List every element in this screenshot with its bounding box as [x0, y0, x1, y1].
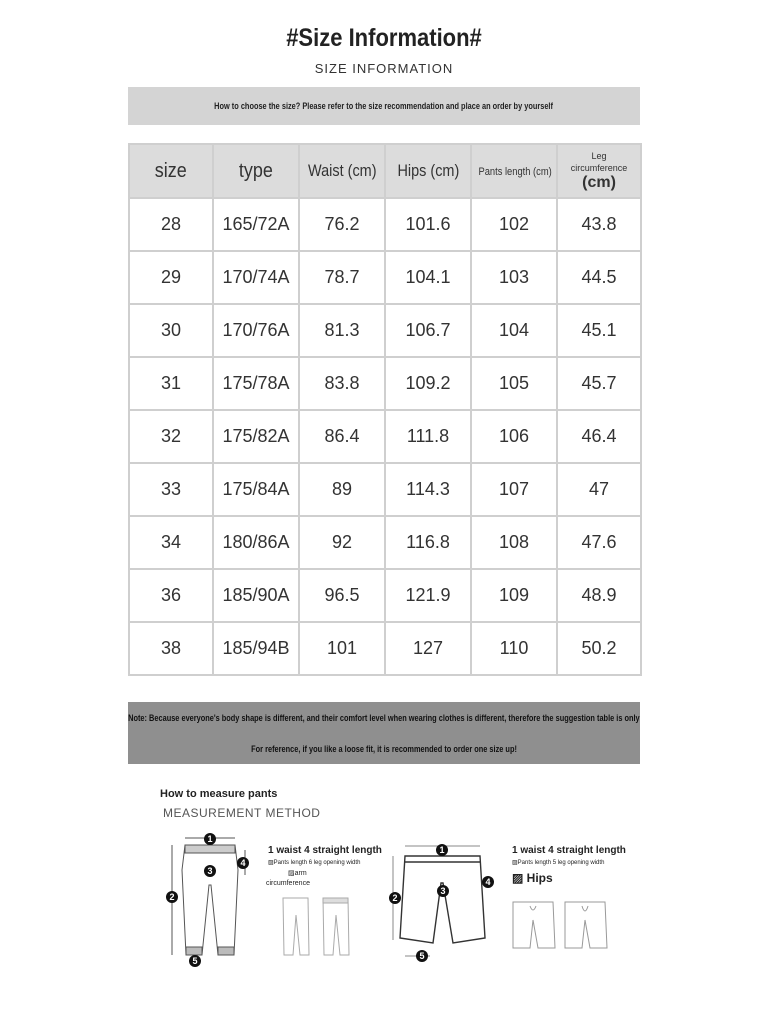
pants-thumbnails [278, 895, 358, 960]
cell-size: 30 [129, 304, 213, 357]
cell-leg-circumference: 45.1 [557, 304, 641, 357]
marker-5-label: 5 [192, 956, 198, 966]
cell-pants-length: 109 [471, 569, 557, 622]
table-row [129, 622, 641, 675]
table-row [129, 516, 641, 569]
cell-hips: 109.2 [385, 357, 471, 410]
cell-type: 170/74A [213, 251, 299, 304]
cell-hips: 121.9 [385, 569, 471, 622]
cell-hips: 111.8 [385, 410, 471, 463]
shorts-diagram [385, 838, 500, 968]
cell-size: 36 [129, 569, 213, 622]
page-subtitle: SIZE INFORMATION [314, 61, 454, 76]
instruction-text: How to choose the size? Please refer to the size recommendation and place an order by yourself [214, 101, 554, 111]
cell-waist: 83.8 [299, 357, 385, 410]
cell-waist: 78.7 [299, 251, 385, 304]
cell-waist: 96.5 [299, 569, 385, 622]
cell-leg-circumference: 47.6 [557, 516, 641, 569]
table-header-row [129, 144, 641, 198]
shorts-marker-2: 2 [392, 893, 398, 903]
cell-type: 185/94B [213, 622, 299, 675]
marker-1-label: 1 [207, 834, 213, 844]
cell-pants-length: 108 [471, 516, 557, 569]
cell-waist: 76.2 [299, 198, 385, 251]
cell-size: 34 [129, 516, 213, 569]
header-waist: Waist (cm) [299, 144, 385, 198]
measure-heading: How to measure pants [160, 788, 278, 800]
cell-leg-circumference: 45.7 [557, 357, 641, 410]
cell-pants-length: 107 [471, 463, 557, 516]
cell-type: 175/82A [213, 410, 299, 463]
cell-leg-circumference: 43.8 [557, 198, 641, 251]
marker-4-label: 4 [240, 858, 246, 868]
shorts-legend: 1 waist 4 straight length ▨Pants length 5 leg opening width ▨ Hips [512, 845, 626, 885]
pants-diagram [160, 830, 260, 970]
cell-waist: 101 [299, 622, 385, 675]
shorts-thumbnails [510, 898, 615, 953]
cell-hips: 127 [385, 622, 471, 675]
cell-hips: 104.1 [385, 251, 471, 304]
cell-hips: 101.6 [385, 198, 471, 251]
table-row [129, 463, 641, 516]
cell-waist: 92 [299, 516, 385, 569]
table-row [129, 251, 641, 304]
cell-hips: 106.7 [385, 304, 471, 357]
shorts-marker-1: 1 [439, 845, 445, 855]
cell-size: 38 [129, 622, 213, 675]
cell-size: 28 [129, 198, 213, 251]
cell-type: 180/86A [213, 516, 299, 569]
cell-leg-circumference: 47 [557, 463, 641, 516]
note-line-2: For reference, if you like a loose fit, it is recommended to order one size up! [251, 743, 517, 754]
table-row [129, 410, 641, 463]
cell-pants-length: 105 [471, 357, 557, 410]
cell-type: 175/78A [213, 357, 299, 410]
header-pants-length: Pants length (cm) [471, 144, 557, 198]
cell-pants-length: 106 [471, 410, 557, 463]
cell-leg-circumference: 48.9 [557, 569, 641, 622]
shorts-marker-5: 5 [419, 951, 425, 961]
cell-size: 31 [129, 357, 213, 410]
header-hips: Hips (cm) [385, 144, 471, 198]
cell-waist: 81.3 [299, 304, 385, 357]
table-row [129, 357, 641, 410]
cell-size: 32 [129, 410, 213, 463]
table-row [129, 198, 641, 251]
cell-pants-length: 104 [471, 304, 557, 357]
note-line-1: Note: Because everyone's body shape is different, and their comfort level when wearing clothes is different, therefore the suggestion table is only [128, 712, 640, 723]
cell-size: 33 [129, 463, 213, 516]
cell-type: 185/90A [213, 569, 299, 622]
header-size: size [129, 144, 213, 198]
cell-waist: 86.4 [299, 410, 385, 463]
cell-leg-circumference: 46.4 [557, 410, 641, 463]
cell-pants-length: 102 [471, 198, 557, 251]
header-leg-circumference: Leg circumference (cm) [557, 144, 641, 198]
cell-hips: 114.3 [385, 463, 471, 516]
instruction-banner [128, 87, 640, 125]
measure-method-label: MEASUREMENT METHOD [163, 806, 321, 820]
cell-pants-length: 110 [471, 622, 557, 675]
cell-type: 170/76A [213, 304, 299, 357]
cell-size: 29 [129, 251, 213, 304]
cell-type: 165/72A [213, 198, 299, 251]
cell-pants-length: 103 [471, 251, 557, 304]
cell-leg-circumference: 50.2 [557, 622, 641, 675]
cell-leg-circumference: 44.5 [557, 251, 641, 304]
cell-waist: 89 [299, 463, 385, 516]
cell-hips: 116.8 [385, 516, 471, 569]
marker-2-label: 2 [169, 892, 175, 902]
shorts-marker-3: 3 [440, 886, 446, 896]
header-type: type [213, 144, 299, 198]
note-banner [128, 702, 640, 764]
cell-type: 175/84A [213, 463, 299, 516]
size-table [128, 143, 642, 676]
table-row [129, 304, 641, 357]
table-row [129, 569, 641, 622]
shorts-marker-4: 4 [485, 877, 491, 887]
marker-3-label: 3 [207, 866, 213, 876]
page-title: #Size Information# [286, 24, 482, 52]
pants-legend: 1 waist 4 straight length ▨Pants length 6 leg opening width ▨arm circumference [266, 845, 382, 887]
